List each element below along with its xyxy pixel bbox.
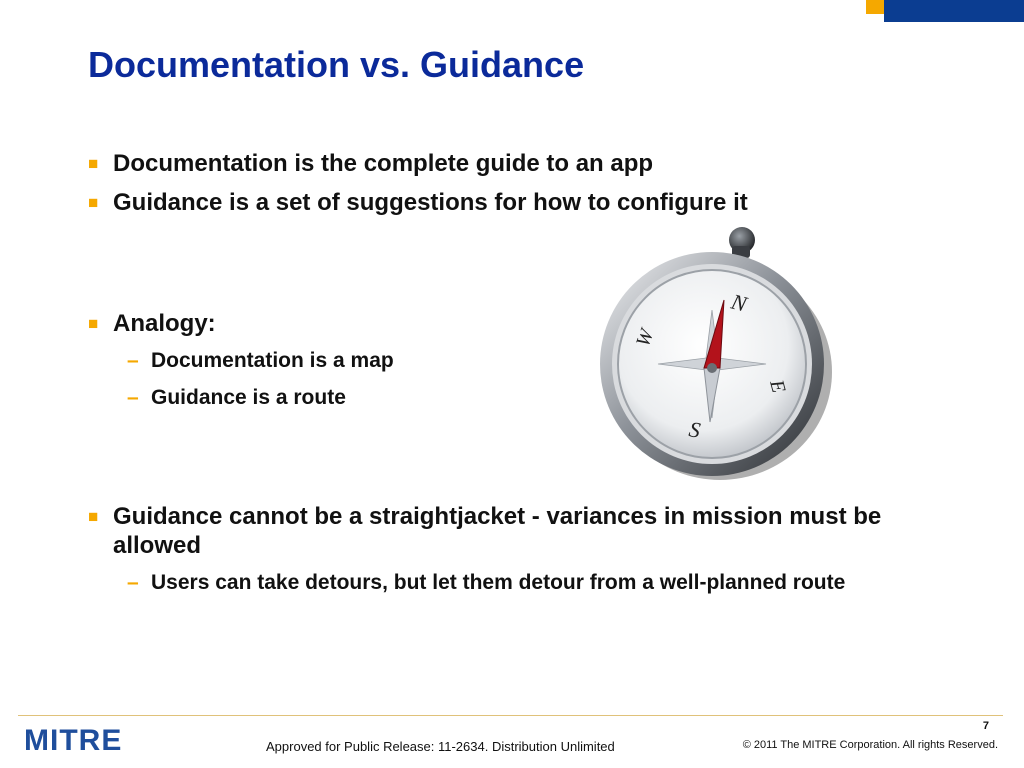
compass-north-label: N xyxy=(728,288,750,317)
dash-icon: – xyxy=(127,349,139,372)
footer-divider xyxy=(18,715,1003,716)
compass-south-label: S xyxy=(687,416,703,443)
bullet-2 xyxy=(88,188,928,217)
bullet-square-icon: ■ xyxy=(88,314,99,333)
bullet-square-icon: ■ xyxy=(88,507,99,526)
bullet-1 xyxy=(88,149,928,178)
subbullet-text: Documentation is a map xyxy=(151,349,394,372)
subbullet-text: Users can take detours, but let them detour from a well-planned route xyxy=(151,571,846,594)
subbullet-3 xyxy=(127,570,947,596)
compass-icon xyxy=(590,222,840,492)
bullet-square-icon: ■ xyxy=(88,193,99,212)
compass-east-label: E xyxy=(765,377,790,396)
bullet-text: Guidance is a set of suggestions for how to configure it xyxy=(113,189,748,216)
subbullet-text: Guidance is a route xyxy=(151,386,346,409)
mitre-logo: MITRE xyxy=(24,724,123,757)
dash-icon: – xyxy=(127,571,139,594)
bullet-square-icon: ■ xyxy=(88,154,99,173)
bullet-text: Guidance cannot be a straightjacket - variances in mission must be allowed xyxy=(113,503,882,559)
bullet-4 xyxy=(88,502,928,560)
copyright-notice: © 2011 The MITRE Corporation. All rights Reserved. xyxy=(742,739,998,751)
corner-accent-blue xyxy=(884,0,1024,22)
corner-accent-orange xyxy=(866,0,884,14)
page-number: 7 xyxy=(982,720,989,732)
slide-title: Documentation vs. Guidance xyxy=(88,44,585,85)
bullet-text: Documentation is the complete guide to an app xyxy=(113,150,654,177)
dash-icon: – xyxy=(127,386,139,409)
compass-west-label: W xyxy=(632,326,659,350)
bullet-text: Analogy: xyxy=(113,310,216,337)
release-statement: Approved for Public Release: 11-2634. Distribution Unlimited xyxy=(266,739,615,754)
